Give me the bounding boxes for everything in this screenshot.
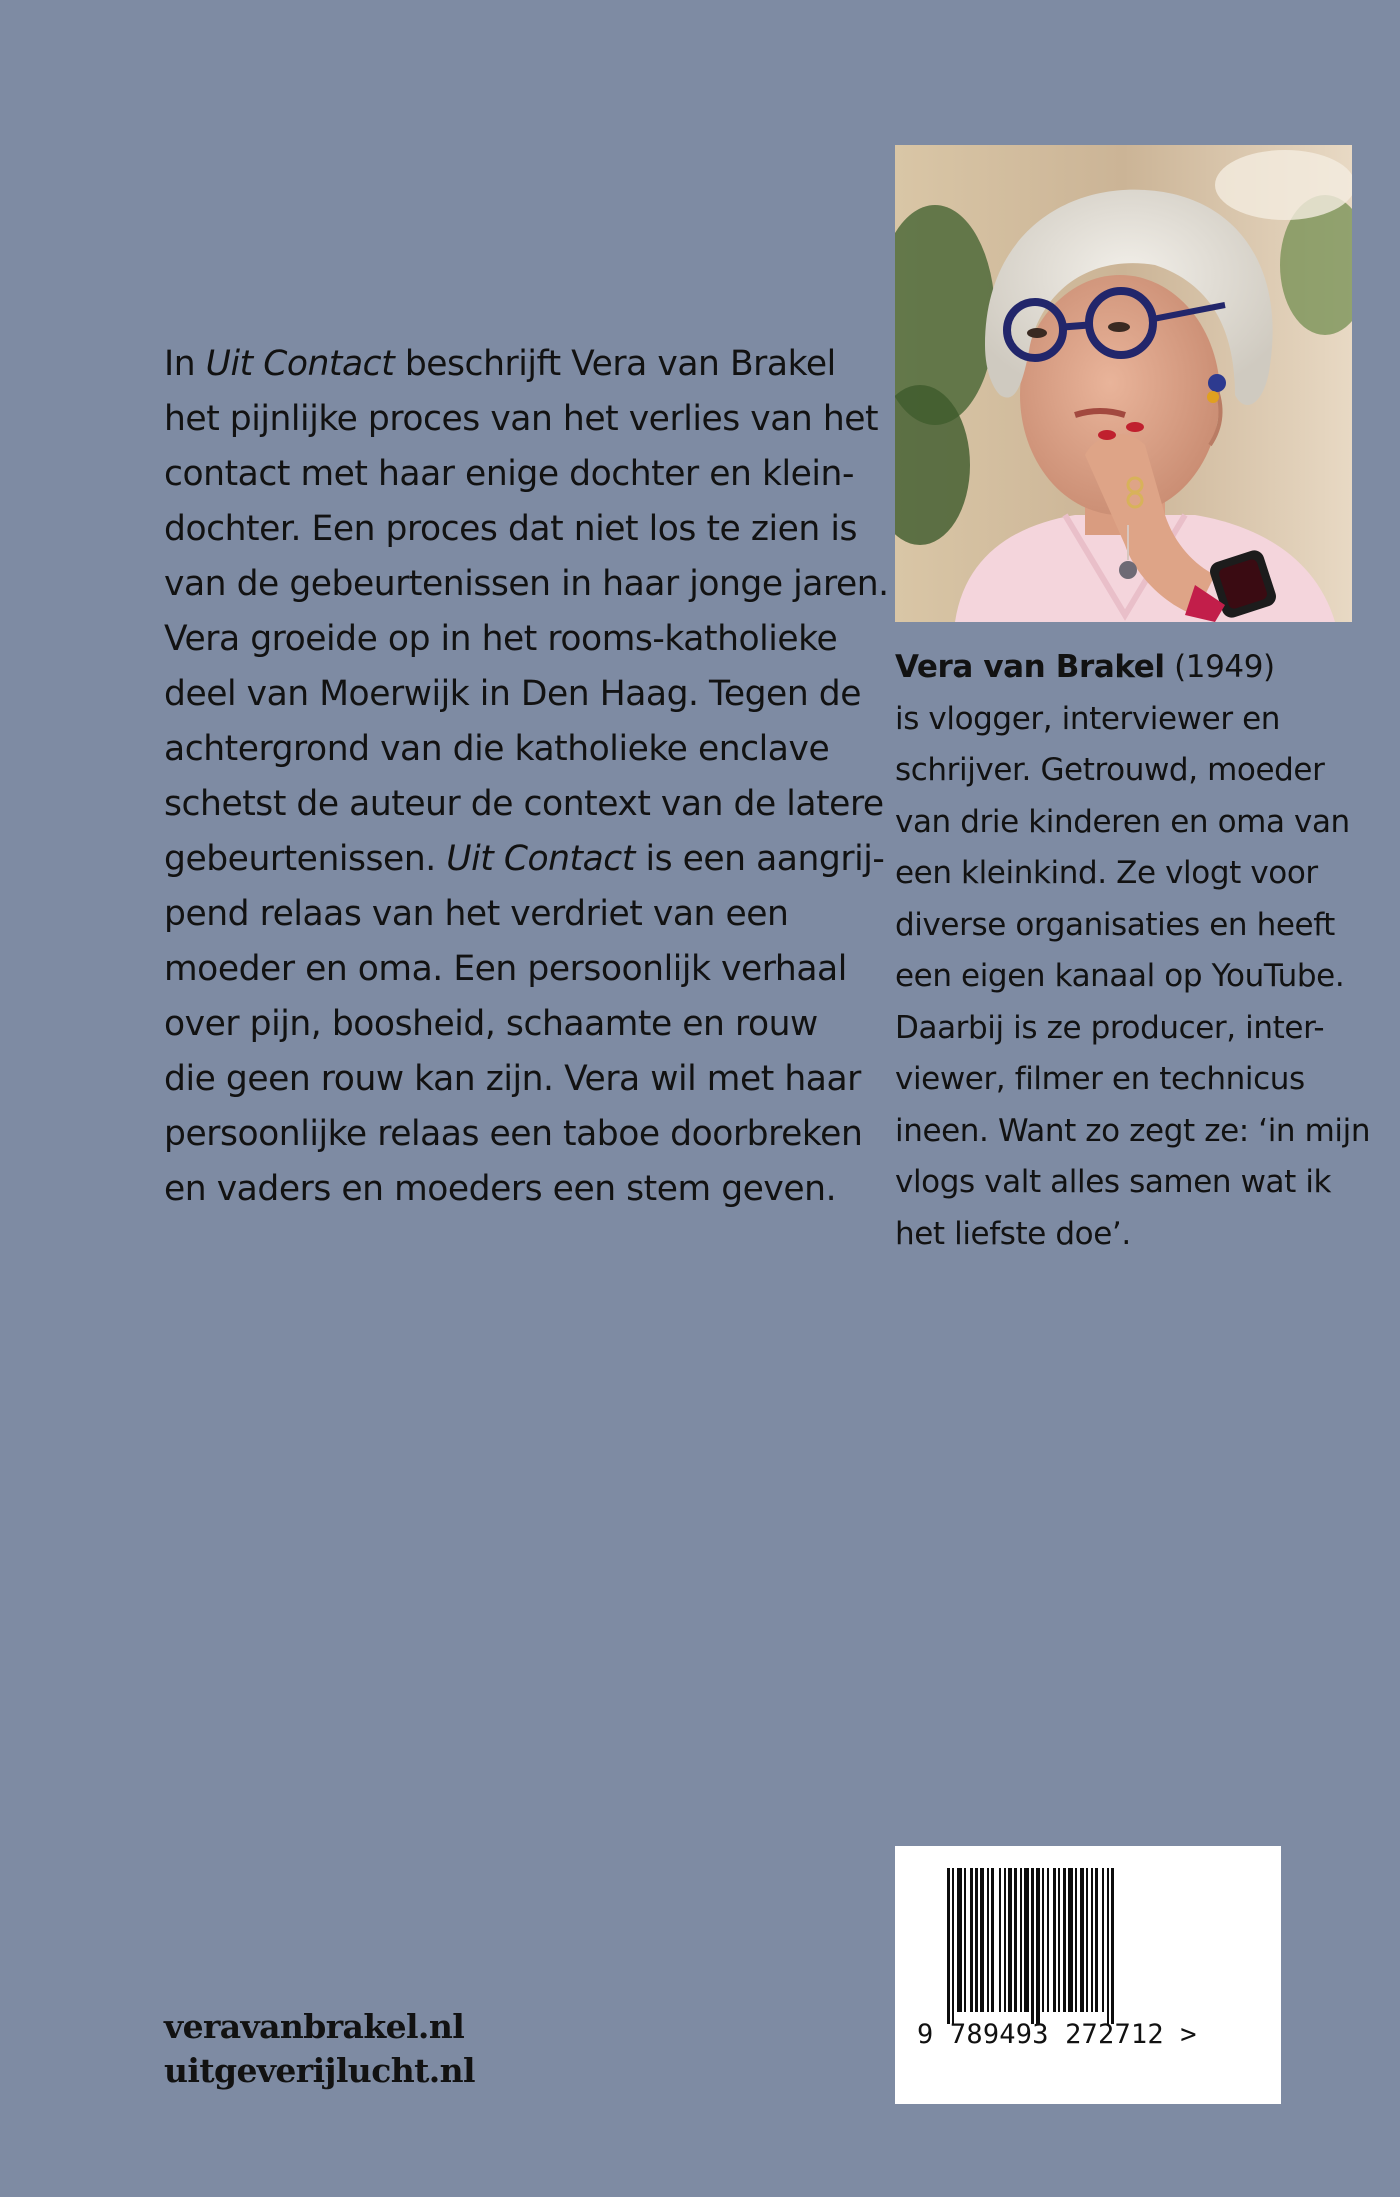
isbn-number: 9 789493 272712 > [917, 2019, 1197, 2050]
bio-line: is vlogger, interviewer en [895, 700, 1281, 737]
blurb-line: Vera groeide op in het rooms-katholieke [164, 619, 838, 659]
barcode-bar [1068, 1868, 1073, 2012]
book-title-italic: Uit Contact [446, 839, 635, 879]
barcode-bar [1058, 1868, 1060, 2012]
blurb-line: persoonlijke relaas een taboe doorbreken [164, 1114, 863, 1154]
barcode-bar [1020, 1868, 1022, 2012]
bio-line: schrijver. Getrouwd, moeder [895, 752, 1325, 788]
publisher-website-link[interactable]: uitgeverijlucht.nl [164, 2051, 475, 2090]
website-links [164, 2005, 475, 2093]
barcode-bar [1036, 1868, 1040, 2024]
bio-line: Daarbij is ze producer, inter- [895, 1009, 1325, 1046]
blurb-line: is een aangrij- [645, 839, 885, 879]
bio-line: ineen. Want zo zegt ze: ‘in mijn [895, 1112, 1371, 1149]
barcode-bar [1111, 1868, 1114, 2024]
barcode-bar [980, 1868, 984, 2012]
barcode-bar [957, 1868, 962, 2012]
bio-line: een kleinkind. Ze vlogt voor [895, 855, 1318, 891]
author-birth-year: (1949) [1174, 649, 1275, 685]
barcode-bar [1047, 1868, 1049, 2012]
barcode-bar [1063, 1868, 1066, 2012]
barcode-bar [1042, 1868, 1044, 2012]
barcode-bar [999, 1868, 1001, 2012]
barcode-bar [1004, 1868, 1006, 2012]
barcode-bars [895, 1846, 1281, 2104]
bio-line: viewer, filmer en technicus [895, 1061, 1305, 1097]
bio-line: een eigen kanaal op YouTube. [895, 958, 1345, 994]
barcode-bar [1080, 1868, 1084, 2012]
barcode-bar [970, 1868, 973, 2012]
author-photo [895, 145, 1352, 622]
barcode-bar [1102, 1868, 1104, 2012]
barcode-bar [991, 1868, 994, 2012]
barcode-bar [1053, 1868, 1056, 2012]
blurb-line: gebeurtenissen. [164, 839, 436, 879]
barcode-bar [1095, 1868, 1098, 2012]
barcode-bar [1031, 1868, 1034, 2024]
blurb-line: en vaders en moeders een stem geven. [164, 1169, 837, 1209]
author-bio [895, 642, 1371, 1260]
isbn-barcode [895, 1846, 1281, 2104]
blurb-line: moeder en oma. Een persoonlijk verhaal [164, 949, 847, 989]
book-title-italic: Uit Contact [205, 344, 395, 384]
barcode-bar [1086, 1868, 1088, 2012]
barcode-bar [1091, 1868, 1093, 2012]
blurb-line: die geen rouw kan zijn. Vera wil met haar [164, 1059, 861, 1099]
blurb-line: dochter. Een proces dat niet los te zien is [164, 509, 857, 549]
barcode-bar [964, 1868, 966, 2012]
bio-line: vlogs valt alles samen wat ik [895, 1164, 1332, 1200]
bio-line: het liefste doe’. [895, 1215, 1131, 1252]
bio-line: van drie kinderen en oma van [895, 803, 1350, 840]
barcode-bar [1024, 1868, 1029, 2012]
blurb-in-word: In [164, 344, 196, 384]
barcode-bar [1107, 1868, 1109, 2024]
author-name: Vera van Brakel [895, 649, 1165, 685]
barcode-bar [1008, 1868, 1012, 2012]
blurb-line: beschrijft Vera van Brakel [404, 344, 836, 384]
bio-line: diverse organisaties en heeft [895, 906, 1335, 943]
blurb-line: contact met haar enige dochter en klein- [164, 454, 854, 494]
blurb-line: pend relaas van het verdriet van een [164, 894, 789, 934]
barcode-bar [947, 1868, 950, 2024]
barcode-bar [987, 1868, 989, 2012]
blurb-line: van de gebeurtenissen in haar jonge jaren. [164, 564, 889, 604]
barcode-bar [952, 1868, 954, 2024]
author-website-link[interactable]: veravanbrakel.nl [164, 2007, 465, 2046]
blurb-line: deel van Moerwijk in Den Haag. Tegen de [164, 674, 861, 714]
blurb-line: schetst de auteur de context van de latere [164, 784, 884, 824]
blurb-line: het pijnlijke proces van het verlies van het [164, 399, 879, 439]
barcode-bar [1075, 1868, 1077, 2012]
blurb-line: over pijn, boosheid, schaamte en rouw [164, 1004, 818, 1044]
barcode-bar [1014, 1868, 1017, 2012]
barcode-bar [975, 1868, 978, 2012]
book-blurb [164, 337, 889, 1217]
blurb-line: achtergrond van die katholieke enclave [164, 729, 830, 769]
